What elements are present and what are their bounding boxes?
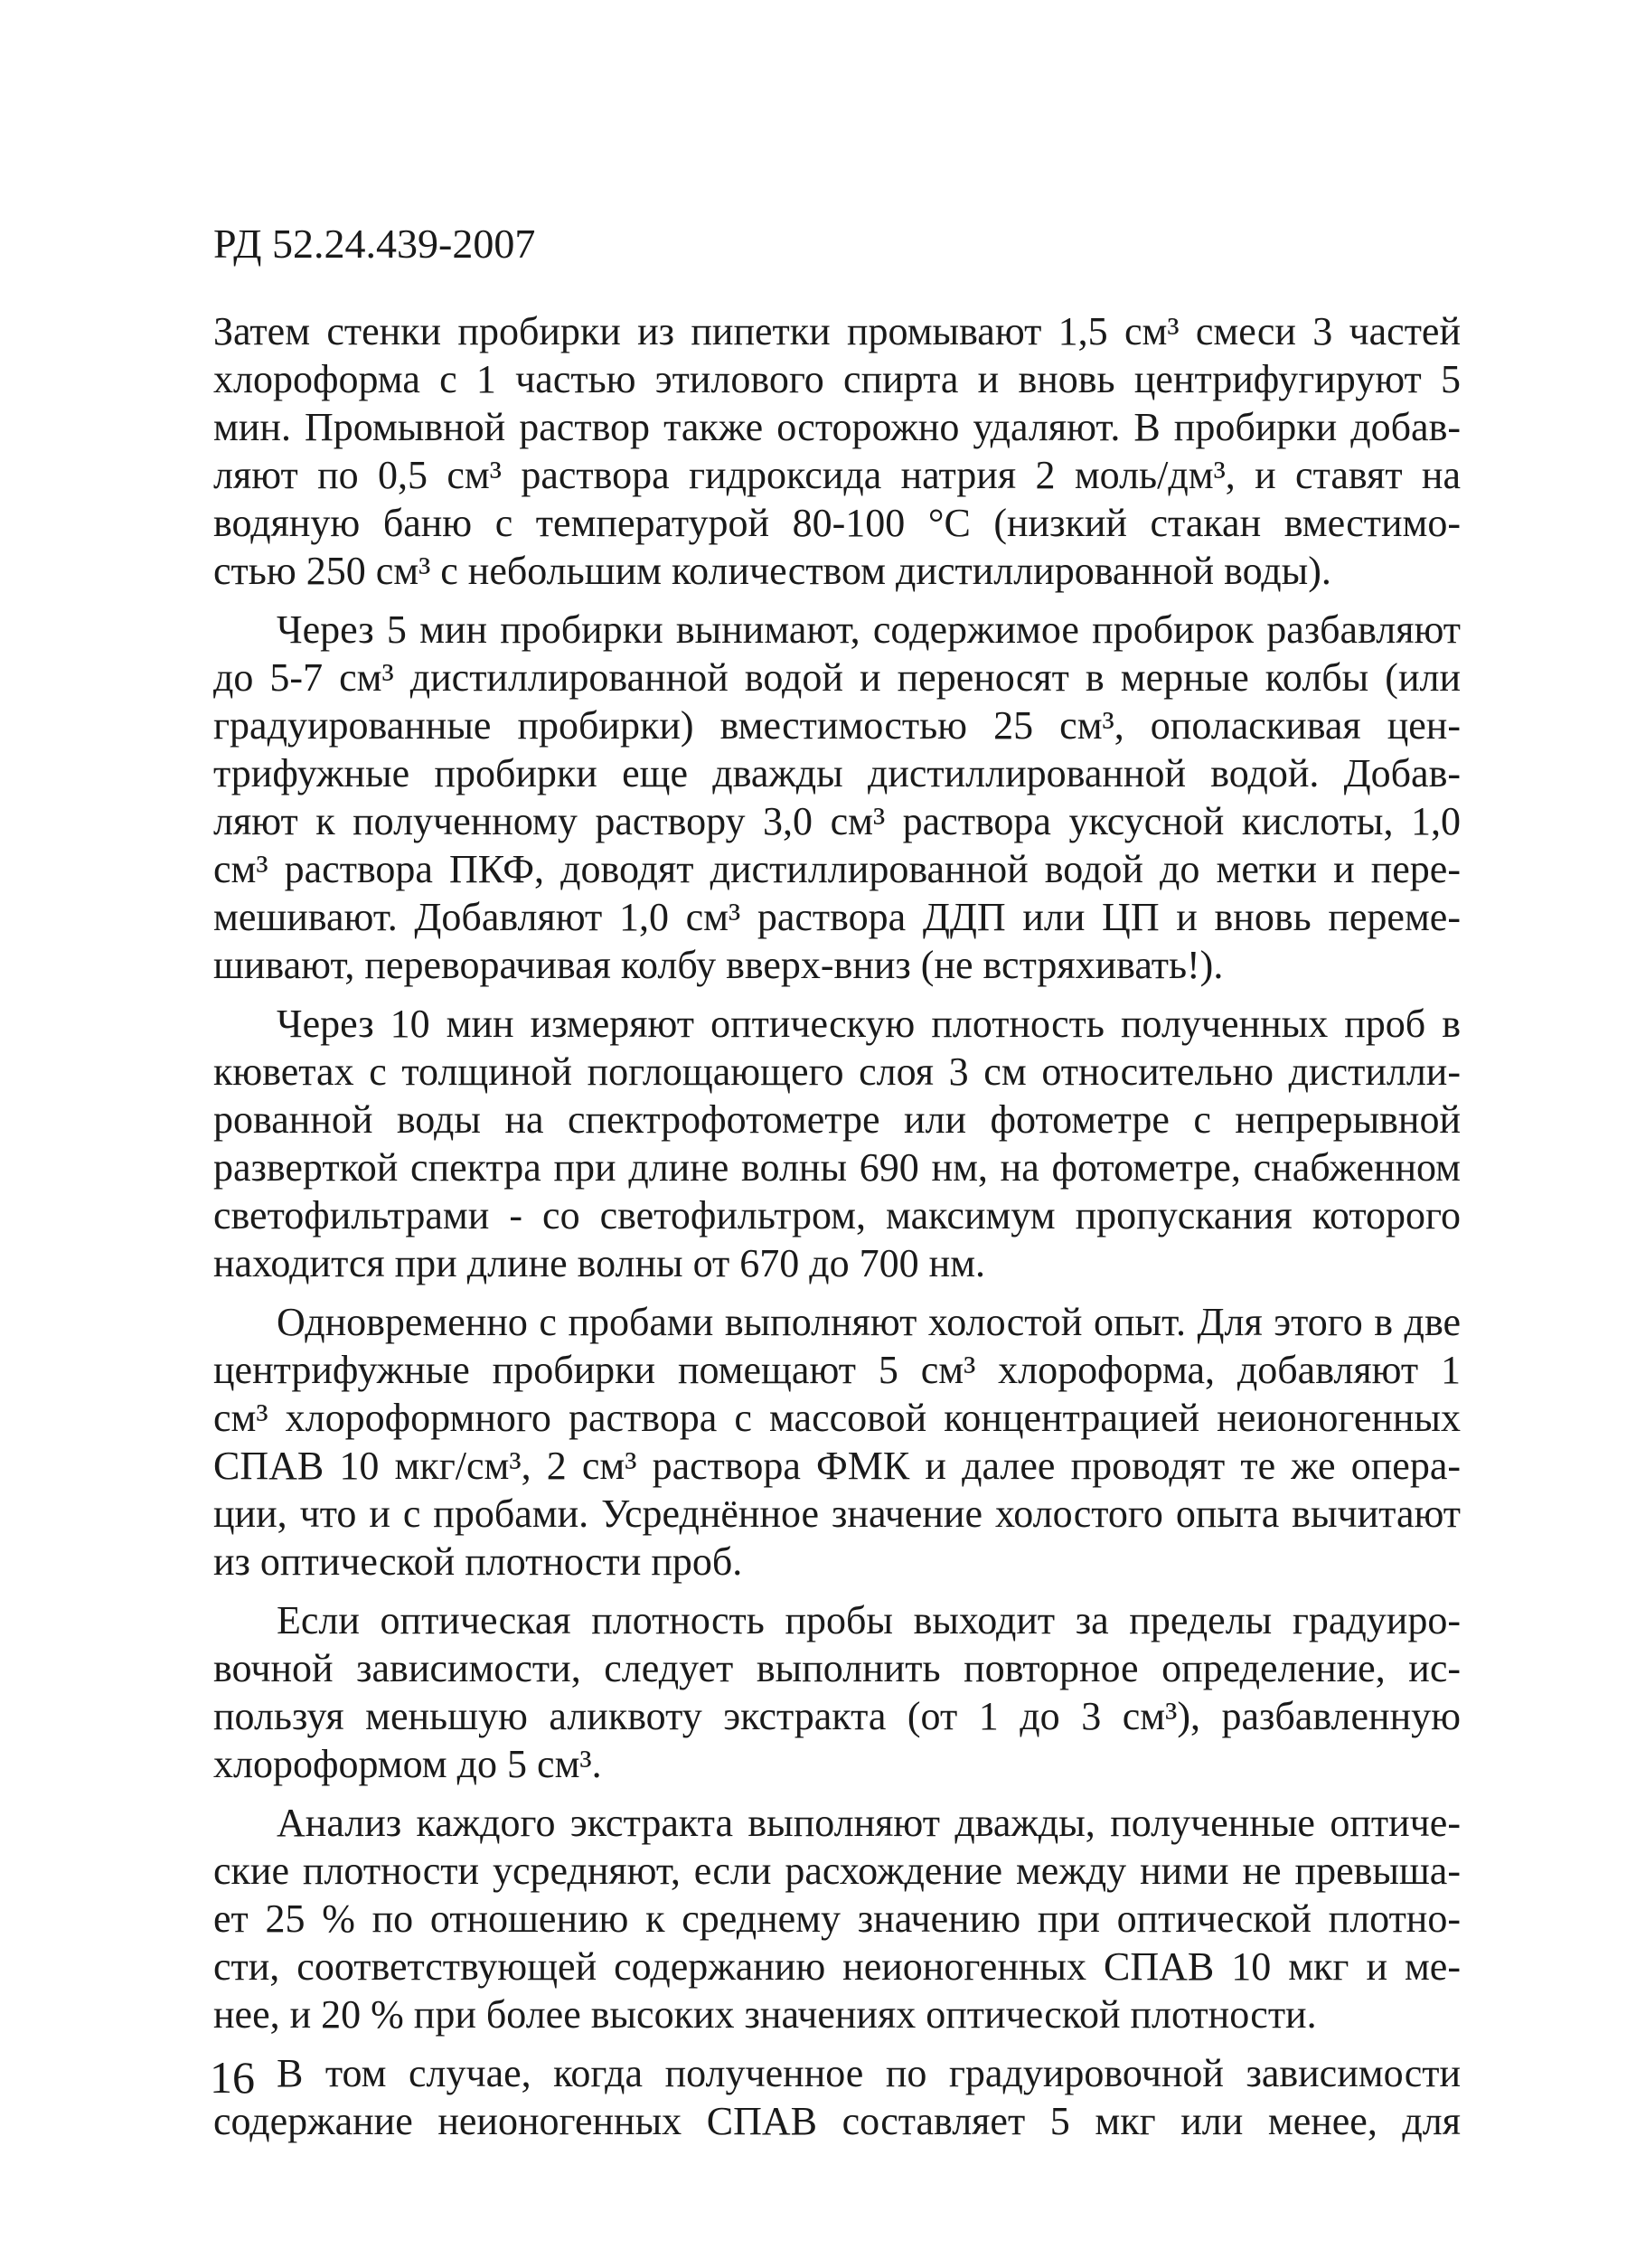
body-text — [213, 307, 1461, 2156]
text-line: водяную баню с температурой 80-100 °С (низкий стакан вместимо- — [213, 501, 1461, 545]
text-line: хлороформом до 5 см³. — [213, 1742, 602, 1786]
text-line: сти, соответствующей содержанию неионогенных СПАВ 10 мкг и ме- — [213, 1944, 1461, 1989]
text-line: ции, что и с пробами. Усреднённое значение холостого опыта вычитают — [213, 1492, 1461, 1536]
text-line: шивают, переворачивая колбу вверх-вниз (не встряхивать!). — [213, 943, 1224, 987]
text-line: до 5-7 см³ дистиллированной водой и переносят в мерные колбы (или — [213, 655, 1461, 700]
text-line: находится при длине волны от 670 до 700 нм. — [213, 1241, 986, 1285]
text-line: светофильтрами - со светофильтром, максимум пропускания которого — [213, 1193, 1461, 1238]
paragraph-7 — [213, 2049, 1461, 2145]
text-line: рованной воды на спектрофотометре или фотометре с непрерывной — [213, 1097, 1461, 1142]
paragraph-1 — [213, 307, 1461, 595]
paragraph-6 — [213, 1799, 1461, 2038]
text-line: ляют по 0,5 см³ раствора гидроксида натрия 2 моль/дм³, и ставят на — [213, 453, 1461, 497]
text-line: кюветах с толщиной поглощающего слоя 3 см относительно дистилли- — [213, 1049, 1461, 1094]
text-line: пользуя меньшую аликвоту экстракта (от 1 до 3 см³), разбавленную — [213, 1694, 1461, 1738]
text-line: мешивают. Добавляют 1,0 см³ раствора ДДП или ЦП и вновь переме- — [213, 895, 1461, 939]
text-line: см³ хлороформного раствора с массовой концентрацией неионогенных — [213, 1396, 1461, 1440]
text-line: стью 250 см³ с небольшим количеством дистиллированной воды). — [213, 549, 1331, 593]
page-number: 16 — [210, 2052, 255, 2103]
text-line: Одновременно с пробами выполняют холостой опыт. Для этого в две — [277, 1300, 1461, 1344]
text-line: центрифужные пробирки помещают 5 см³ хлороформа, добавляют 1 — [213, 1348, 1461, 1392]
paragraph-5 — [213, 1596, 1461, 1788]
paragraph-2 — [213, 606, 1461, 989]
text-line: СПАВ 10 мкг/см³, 2 см³ раствора ФМК и далее проводят те же опера- — [213, 1444, 1461, 1488]
text-line: нее, и 20 % при более высоких значениях оптической плотности. — [213, 1992, 1317, 2037]
text-line: из оптической плотности проб. — [213, 1539, 743, 1584]
text-line: градуированные пробирки) вместимостью 25 см³, ополаскивая цен- — [213, 703, 1461, 748]
document-code-header: РД 52.24.439-2007 — [213, 221, 536, 267]
text-line: разверткой спектра при длине волны 690 нм, на фотометре, снабженном — [213, 1145, 1461, 1190]
text-line: ские плотности усредняют, если расхождение между ними не превыша- — [213, 1849, 1461, 1893]
text-line: Если оптическая плотность пробы выходит за пределы градуиро- — [277, 1598, 1461, 1642]
text-line: трифужные пробирки еще дважды дистиллированной водой. Добав- — [213, 751, 1461, 795]
text-line: Через 5 мин пробирки вынимают, содержимое пробирок разбавляют — [277, 607, 1461, 652]
text-line: Через 10 мин измеряют оптическую плотность полученных проб в — [277, 1002, 1461, 1046]
text-line: Затем стенки пробирки из пипетки промывают 1,5 см³ смеси 3 частей — [213, 309, 1461, 353]
text-line: ляют к полученному раствору 3,0 см³ раствора уксусной кислоты, 1,0 — [213, 799, 1461, 843]
text-line: хлороформа с 1 частью этилового спирта и вновь центрифугируют 5 — [213, 357, 1461, 401]
text-line: Анализ каждого экстракта выполняют дважды, полученные оптиче- — [277, 1801, 1461, 1845]
paragraph-4 — [213, 1298, 1461, 1586]
paragraph-3 — [213, 1000, 1461, 1287]
text-line: ет 25 % по отношению к среднему значению при оптической плотно- — [213, 1896, 1461, 1941]
text-line: содержание неионогенных СПАВ составляет 5 мкг или менее, для — [213, 2099, 1461, 2143]
text-line: см³ раствора ПКФ, доводят дистиллированной водой до метки и пере- — [213, 847, 1461, 891]
text-line: мин. Промывной раствор также осторожно удаляют. В пробирки добав- — [213, 405, 1461, 449]
text-line: В том случае, когда полученное по градуировочной зависимости — [277, 2051, 1461, 2095]
text-line: вочной зависимости, следует выполнить повторное определение, ис- — [213, 1646, 1461, 1690]
